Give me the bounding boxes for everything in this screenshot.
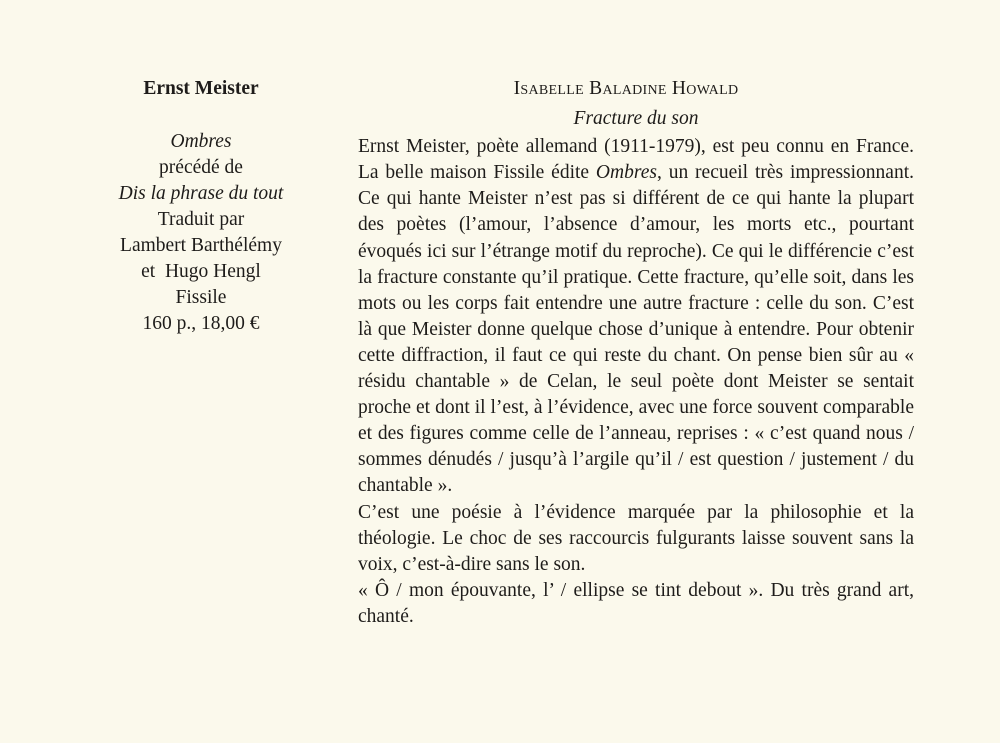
- book-info-column: [96, 76, 306, 337]
- p1-italic-title: Ombres: [595, 162, 657, 184]
- publisher: Fissile: [175, 287, 227, 308]
- preceded-by-label: précédé de: [159, 157, 243, 178]
- translated-by-label: Traduit par: [157, 209, 245, 230]
- review-paragraph-2: C’est une poésie à l’évidence marquée par la philosophie et la théologie. Le choc de ses raccourcis fulgurants laisse souvent sans la voix, c’est-à-dire sans le son.: [358, 501, 914, 575]
- review-paragraph-1: [358, 134, 914, 499]
- review-paragraph-3: « Ô / mon épouvante, l’ / ellipse se tint debout ». Du très grand art, chanté.: [358, 579, 914, 627]
- preceded-title: Dis la phrase du tout: [118, 183, 284, 204]
- book-details: 160 p., 18,00 €: [142, 313, 260, 334]
- reviewer-name: Isabelle Baladine Howald: [513, 78, 739, 99]
- review-body: [358, 134, 914, 630]
- review-column: [358, 76, 914, 630]
- p1-rest: , un recueil très impressionnant. Ce qui hante Meister n’est pas si différent de ce qui hante la plupart des poètes (l’amour, l’absence d’amour, les morts etc., pourtant évoqués ici sur l’étrange motif du reproche). Ce qui le différencie c’est la fracture constante qu’il pratique. Cette fracture, qu’elle soit, dans les mots ou les corps fait entendre une autre fracture : celle du son. C’est là que Meister donne quelque chose d’unique à entendre. Pour obtenir cette diffraction, il faut ce qui reste du chant. On pense bien sûr au « résidu chantable » de Celan, le seul poète dont Meister se sentait proche et dont il l’est, à l’évidence, avec une force souvent comparable et des figures comme celle de l’anneau, reprises : « c’est quand nous / sommes dénudés / jusqu’à l’argile qu’il / est question / justement / du chantable ».: [358, 162, 914, 497]
- review-title: Fracture du son: [573, 108, 699, 130]
- translator-2: et Hugo Hengl: [141, 261, 261, 282]
- book-title: Ombres: [170, 131, 232, 152]
- book-author: Ernst Meister: [143, 78, 259, 99]
- p1-start: Ernst Meister, poète allemand (1911-1979), est peu connu en France. La belle maison Fissile édite: [358, 136, 914, 184]
- translator-1: Lambert Barthélémy: [120, 235, 282, 256]
